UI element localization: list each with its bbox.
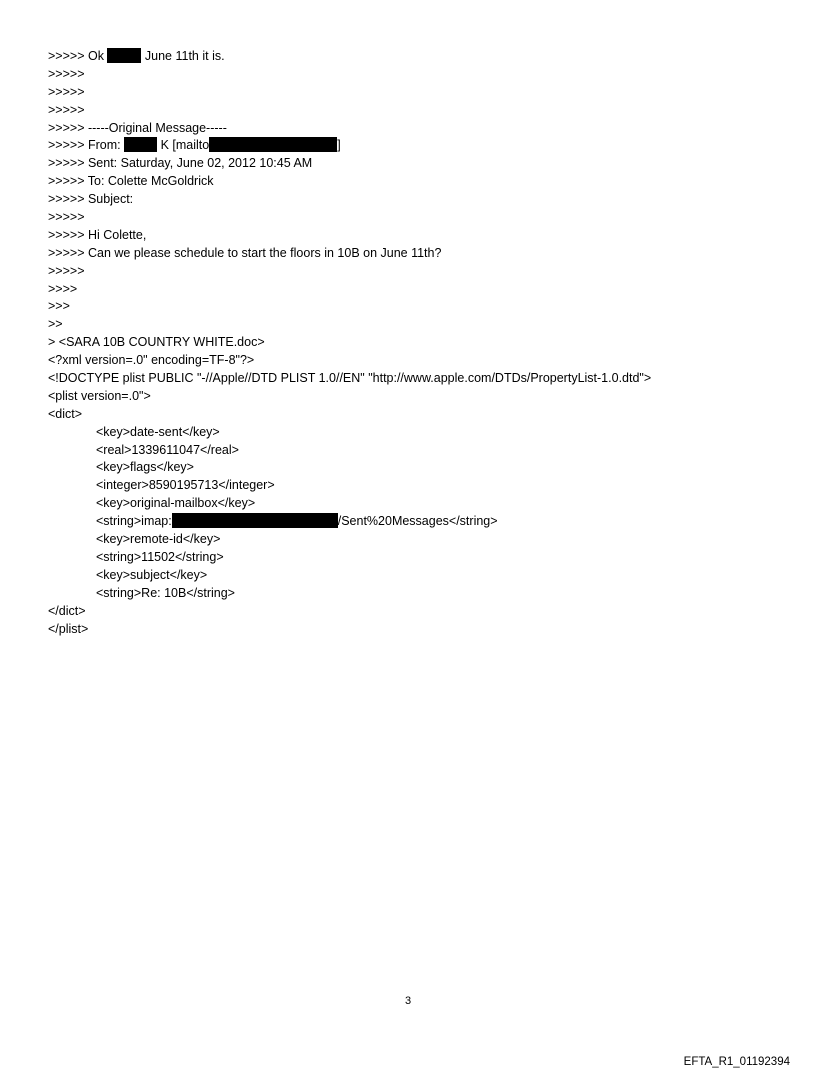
- plist-value: <string>Re: 10B</string>: [96, 585, 235, 600]
- plist-value: <real>1339611047</real>: [96, 442, 239, 457]
- from-suffix: ]: [337, 138, 341, 153]
- plist-key: <key>flags</key>: [96, 460, 194, 475]
- quote-line: >>>>>: [48, 210, 85, 225]
- redaction-box: [172, 513, 338, 528]
- xml-declaration: <?xml version=.0" encoding=TF-8"?>: [48, 353, 255, 368]
- redaction-box: [124, 137, 157, 152]
- imap-prefix: <string>imap:: [96, 514, 172, 529]
- document-body: [48, 48, 788, 638]
- greeting-line: >>>>> Hi Colette,: [48, 227, 147, 242]
- from-middle: K [mailto: [157, 138, 210, 153]
- quote-line: >>>>>: [48, 263, 85, 278]
- quote-line: >>>: [48, 299, 70, 314]
- dict-open: <dict>: [48, 406, 83, 421]
- body-line: >>>>> Can we please schedule to start the floors in 10B on June 11th?: [48, 245, 442, 260]
- page-number: 3: [404, 995, 412, 1007]
- plist-key: <key>original-mailbox</key>: [96, 496, 256, 511]
- quote-line: >>>>>: [48, 66, 85, 81]
- quote-line: >>>>: [48, 281, 78, 296]
- plist-key: <key>remote-id</key>: [96, 532, 221, 547]
- from-prefix: >>>>> From:: [48, 138, 125, 153]
- dict-close: </dict>: [48, 603, 86, 618]
- document-id: EFTA_R1_01192394: [683, 1056, 790, 1068]
- plist-close: </plist>: [48, 621, 89, 636]
- reply-suffix: June 11th it is.: [141, 49, 225, 63]
- plist-value: <string>11502</string>: [96, 549, 224, 564]
- quote-line: >>>>>: [48, 102, 85, 117]
- quote-line: >>: [48, 317, 63, 332]
- doctype-line: <!DOCTYPE plist PUBLIC "-//Apple//DTD PLIST 1.0//EN" "http://www.apple.com/DTDs/PropertyList-1.0.dtd">: [48, 371, 652, 386]
- from-line: [48, 137, 788, 155]
- imap-suffix: /Sent%20Messages</string>: [337, 514, 498, 529]
- reply-line: [48, 48, 788, 66]
- redaction-box: [209, 137, 337, 152]
- plist-value: <integer>8590195713</integer>: [96, 478, 275, 493]
- plist-value-imap: [48, 513, 788, 531]
- original-message-header: >>>>> -----Original Message-----: [48, 120, 227, 135]
- plist-key: <key>subject</key>: [96, 567, 208, 582]
- attachment-line: > <SARA 10B COUNTRY WHITE.doc>: [48, 335, 265, 350]
- quote-line: >>>>>: [48, 84, 85, 99]
- reply-prefix: >>>>> Ok: [48, 49, 108, 63]
- subject-line: >>>>> Subject:: [48, 192, 134, 207]
- plist-open: <plist version=.0">: [48, 388, 151, 403]
- redaction-box: [107, 48, 141, 63]
- to-line: >>>>> To: Colette McGoldrick: [48, 174, 214, 189]
- sent-line: >>>>> Sent: Saturday, June 02, 2012 10:45 AM: [48, 156, 313, 171]
- plist-key: <key>date-sent</key>: [96, 424, 220, 439]
